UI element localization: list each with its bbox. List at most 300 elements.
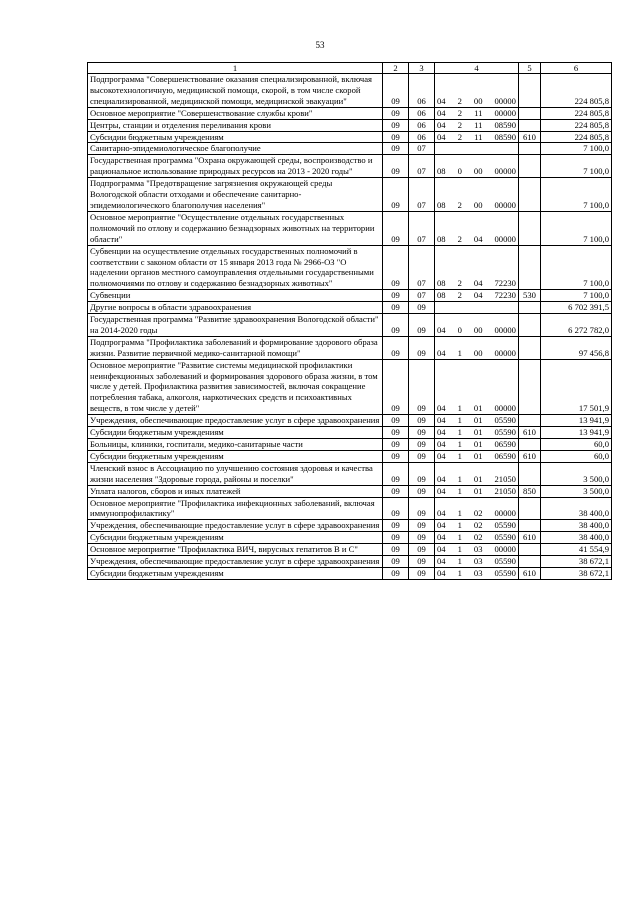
table-row <box>88 211 612 245</box>
table-row <box>88 427 612 439</box>
code-part: 00000 <box>494 199 516 210</box>
target-article-code <box>435 132 518 143</box>
row-name: Основное мероприятие "Осуществление отдельных государственных полномочий по отлову и содержанию безнадзорных животных на территории области" <box>88 211 383 245</box>
table-row <box>88 520 612 532</box>
code-part: 0 <box>457 324 462 335</box>
table-row <box>88 131 612 143</box>
row-target-article <box>435 314 519 337</box>
table-row <box>88 143 612 155</box>
code-part: 02 <box>473 532 483 543</box>
row-target-article <box>435 556 519 568</box>
code-part: 00 <box>473 166 483 177</box>
row-name: Основное мероприятие "Профилактика ВИЧ, вирусных гепатитов В и С" <box>88 544 383 556</box>
row-name: Подпрограмма "Профилактика заболеваний и формирование здорового образа жизни. Развитие первичной медико-санитарной помощи" <box>88 336 383 359</box>
row-expense-type <box>519 497 541 520</box>
code-part: 03 <box>473 567 483 578</box>
row-name: Подпрограмма "Совершенствование оказания специализированной, включая высокотехнологичную, медицинской помощи, скорой, в том числе скорой специализированной, медицинской помощи, медицинской эвакуации" <box>88 74 383 108</box>
row-expense-type <box>519 520 541 532</box>
code-part: 11 <box>474 119 483 130</box>
code-part: 04 <box>437 324 446 335</box>
row-section: 09 <box>383 485 409 497</box>
code-part: 05590 <box>494 415 516 426</box>
code-part: 1 <box>457 347 462 358</box>
code-part: 00000 <box>494 107 516 118</box>
code-part: 2 <box>457 199 462 210</box>
row-name: Больницы, клиники, госпитали, медико-санитарные части <box>88 439 383 451</box>
row-section: 09 <box>383 155 409 178</box>
row-expense-type <box>519 415 541 427</box>
row-subsection: 09 <box>409 450 435 462</box>
code-part: 04 <box>437 107 446 118</box>
code-part: 1 <box>457 403 462 414</box>
row-subsection: 06 <box>409 74 435 108</box>
row-section: 09 <box>383 107 409 119</box>
code-part: 04 <box>437 532 446 543</box>
row-expense-type <box>519 211 541 245</box>
row-expense-type: 610 <box>519 131 541 143</box>
row-section: 09 <box>383 302 409 314</box>
table-row <box>88 155 612 178</box>
row-section: 09 <box>383 131 409 143</box>
row-expense-type <box>519 439 541 451</box>
table-header-row <box>88 63 612 74</box>
table-row <box>88 415 612 427</box>
code-part: 00000 <box>494 403 516 414</box>
code-part: 08 <box>437 166 446 177</box>
target-article-code <box>435 520 518 531</box>
code-part: 00000 <box>494 508 516 519</box>
row-expense-type: 610 <box>519 532 541 544</box>
budget-table <box>87 62 612 580</box>
target-article-code <box>435 427 518 438</box>
row-expense-type <box>519 74 541 108</box>
row-section: 09 <box>383 544 409 556</box>
row-name: Учреждения, обеспечивающие предоставление услуг в сфере здравоохранения <box>88 415 383 427</box>
code-part: 04 <box>437 347 446 358</box>
target-article-code <box>435 532 518 543</box>
row-subsection: 06 <box>409 131 435 143</box>
target-article-code <box>435 508 518 519</box>
code-part: 04 <box>437 544 446 555</box>
row-subsection: 09 <box>409 359 435 415</box>
row-name: Учреждения, обеспечивающие предоставление услуг в сфере здравоохранения <box>88 556 383 568</box>
row-target-article <box>435 107 519 119</box>
code-part: 00000 <box>494 95 516 106</box>
row-expense-type <box>519 314 541 337</box>
row-name: Государственная программа "Охрана окружающей среды, воспроизводство и рациональное использование природных ресурсов на 2013 - 2020 годы" <box>88 155 383 178</box>
table-row <box>88 497 612 520</box>
code-part: 21050 <box>494 485 516 496</box>
row-section: 09 <box>383 556 409 568</box>
code-part: 06590 <box>494 450 516 461</box>
row-amount: 97 456,8 <box>541 336 612 359</box>
code-part: 1 <box>457 556 462 567</box>
row-section: 09 <box>383 462 409 485</box>
row-target-article <box>435 290 519 302</box>
code-part: 05590 <box>494 532 516 543</box>
header-col-1: 1 <box>88 63 383 74</box>
row-section: 09 <box>383 359 409 415</box>
row-expense-type <box>519 544 541 556</box>
target-article-code <box>435 544 518 555</box>
code-part: 04 <box>473 233 483 244</box>
row-subsection: 07 <box>409 211 435 245</box>
row-subsection: 07 <box>409 290 435 302</box>
row-name: Учреждения, обеспечивающие предоставление услуг в сфере здравоохранения <box>88 520 383 532</box>
table-row <box>88 532 612 544</box>
code-part: 01 <box>473 427 483 438</box>
row-amount: 7 100,0 <box>541 290 612 302</box>
row-subsection: 07 <box>409 155 435 178</box>
row-expense-type <box>519 143 541 155</box>
page-number: 53 <box>315 40 325 50</box>
row-subsection: 09 <box>409 415 435 427</box>
code-part: 04 <box>437 439 446 449</box>
row-name: Основное мероприятие "Совершенствование службы крови" <box>88 107 383 119</box>
row-subsection: 07 <box>409 178 435 212</box>
code-part: 05590 <box>494 520 516 531</box>
row-target-article <box>435 450 519 462</box>
row-subsection: 09 <box>409 314 435 337</box>
code-part: 06590 <box>494 439 516 449</box>
row-name: Другие вопросы в области здравоохранения <box>88 302 383 314</box>
row-amount: 41 554,9 <box>541 544 612 556</box>
row-target-article <box>435 131 519 143</box>
row-name: Основное мероприятие "Профилактика инфекционных заболеваний, включая иммунопрофилактику" <box>88 497 383 520</box>
target-article-code <box>435 234 518 245</box>
row-name: Субсидии бюджетным учреждениям <box>88 131 383 143</box>
row-amount: 224 805,8 <box>541 74 612 108</box>
code-part: 08 <box>437 233 446 244</box>
table-row <box>88 107 612 119</box>
row-expense-type <box>519 302 541 314</box>
row-expense-type <box>519 359 541 415</box>
row-section: 09 <box>383 520 409 532</box>
code-part: 1 <box>457 532 462 543</box>
target-article-code <box>435 348 518 359</box>
code-part: 01 <box>473 439 483 449</box>
row-target-article <box>435 485 519 497</box>
code-part: 04 <box>473 290 483 301</box>
code-part: 05590 <box>494 556 516 567</box>
code-part: 04 <box>437 450 446 461</box>
code-part: 04 <box>437 119 446 130</box>
row-expense-type <box>519 556 541 568</box>
target-article-code <box>435 403 518 414</box>
row-section: 09 <box>383 450 409 462</box>
code-part: 01 <box>473 485 483 496</box>
table-row <box>88 439 612 451</box>
code-part: 1 <box>457 439 462 449</box>
code-part: 1 <box>457 485 462 496</box>
table-row <box>88 544 612 556</box>
row-amount: 7 100,0 <box>541 155 612 178</box>
row-expense-type: 610 <box>519 450 541 462</box>
row-subsection: 06 <box>409 107 435 119</box>
row-name: Основное мероприятие "Развитие системы медицинской профилактики неинфекционных заболеваний и формирования здорового образа жизни, в том числе у детей. Профилактика развития зависимостей, включая сокращение потребления табака, алкоголя, наркотических средств и психоактивных веществ, в том числе у детей" <box>88 359 383 415</box>
code-part: 11 <box>474 107 483 118</box>
code-part: 1 <box>457 508 462 519</box>
row-amount: 6 702 391,5 <box>541 302 612 314</box>
row-expense-type: 530 <box>519 290 541 302</box>
row-section: 09 <box>383 439 409 451</box>
row-section: 09 <box>383 290 409 302</box>
code-part: 04 <box>437 520 446 531</box>
header-col-4: 4 <box>435 63 519 74</box>
row-target-article <box>435 178 519 212</box>
code-part: 05590 <box>494 427 516 438</box>
code-part: 1 <box>457 520 462 531</box>
code-part: 08 <box>437 278 446 289</box>
target-article-code <box>435 120 518 131</box>
code-part: 72230 <box>494 290 516 301</box>
row-target-article <box>435 520 519 532</box>
code-part: 08590 <box>494 119 516 130</box>
row-amount: 7 100,0 <box>541 245 612 290</box>
row-amount: 224 805,8 <box>541 107 612 119</box>
code-part: 2 <box>457 119 462 130</box>
target-article-code <box>435 415 518 426</box>
table-row <box>88 314 612 337</box>
code-part: 02 <box>473 520 483 531</box>
code-part: 2 <box>457 290 462 301</box>
row-expense-type <box>519 119 541 131</box>
target-article-code <box>435 486 518 497</box>
code-part: 00 <box>473 95 483 106</box>
row-expense-type <box>519 245 541 290</box>
code-part: 1 <box>457 544 462 555</box>
code-part: 05590 <box>494 567 516 578</box>
row-subsection: 09 <box>409 544 435 556</box>
header-col-6: 6 <box>541 63 612 74</box>
row-name: Субсидии бюджетным учреждениям <box>88 450 383 462</box>
code-part: 00000 <box>494 347 516 358</box>
code-part: 1 <box>457 415 462 426</box>
row-amount: 224 805,8 <box>541 131 612 143</box>
code-part: 00000 <box>494 166 516 177</box>
row-section: 09 <box>383 211 409 245</box>
row-section: 09 <box>383 427 409 439</box>
row-name: Субвенции <box>88 290 383 302</box>
row-section: 09 <box>383 314 409 337</box>
row-name: Центры, станции и отделения переливания крови <box>88 119 383 131</box>
row-expense-type <box>519 178 541 212</box>
code-part: 00000 <box>494 324 516 335</box>
row-target-article <box>435 427 519 439</box>
table-row <box>88 290 612 302</box>
row-target-article <box>435 497 519 520</box>
code-part: 2 <box>457 233 462 244</box>
row-target-article <box>435 544 519 556</box>
header-col-3: 3 <box>409 63 435 74</box>
target-article-code <box>435 439 518 450</box>
row-target-article <box>435 74 519 108</box>
row-target-article <box>435 245 519 290</box>
code-part: 04 <box>437 473 446 484</box>
code-part: 03 <box>473 556 483 567</box>
row-subsection: 09 <box>409 497 435 520</box>
table-row <box>88 359 612 415</box>
row-amount: 13 941,9 <box>541 415 612 427</box>
row-amount: 60,0 <box>541 439 612 451</box>
target-article-code <box>435 556 518 567</box>
row-target-article <box>435 532 519 544</box>
target-article-code <box>435 96 518 107</box>
row-amount: 6 272 782,0 <box>541 314 612 337</box>
target-article-code <box>435 108 518 119</box>
row-expense-type <box>519 107 541 119</box>
table-row <box>88 245 612 290</box>
row-expense-type: 850 <box>519 485 541 497</box>
row-subsection: 09 <box>409 520 435 532</box>
row-subsection: 09 <box>409 427 435 439</box>
table-row <box>88 462 612 485</box>
table-row <box>88 336 612 359</box>
code-part: 03 <box>473 544 483 555</box>
code-part: 08 <box>437 290 446 301</box>
header-col-2: 2 <box>383 63 409 74</box>
code-part: 04 <box>437 485 446 496</box>
code-part: 72230 <box>494 278 516 289</box>
table-row <box>88 74 612 108</box>
target-article-code <box>435 568 518 579</box>
row-amount: 224 805,8 <box>541 119 612 131</box>
row-amount: 38 400,0 <box>541 520 612 532</box>
code-part: 21050 <box>494 473 516 484</box>
row-target-article <box>435 462 519 485</box>
code-part: 00000 <box>494 544 516 555</box>
row-target-article <box>435 119 519 131</box>
row-subsection: 07 <box>409 143 435 155</box>
code-part: 04 <box>437 567 446 578</box>
row-target-article <box>435 302 519 314</box>
code-part: 00 <box>473 324 483 335</box>
row-name: Подпрограмма "Предотвращение загрязнения окружающей среды Вологодской области отходами и обеспечение санитарно-эпидемиологического благополучия населения" <box>88 178 383 212</box>
code-part: 1 <box>457 567 462 578</box>
row-amount: 7 100,0 <box>541 143 612 155</box>
row-subsection: 09 <box>409 556 435 568</box>
code-part: 04 <box>437 508 446 519</box>
table-row <box>88 119 612 131</box>
table-row <box>88 485 612 497</box>
row-section: 09 <box>383 336 409 359</box>
row-amount: 38 400,0 <box>541 532 612 544</box>
row-section: 09 <box>383 567 409 579</box>
row-name: Субвенции на осуществление отдельных государственных полномочий в соответствии с законом области от 15 января 2013 года № 2966-ОЗ "О наделении органов местного самоуправления отдельными государственными полномочиями по отлову и содержанию безнадзорных животных" <box>88 245 383 290</box>
table-row <box>88 178 612 212</box>
row-subsection: 06 <box>409 119 435 131</box>
row-name: Уплата налогов, сборов и иных платежей <box>88 485 383 497</box>
target-article-code <box>435 278 518 289</box>
row-section: 09 <box>383 415 409 427</box>
code-part: 01 <box>473 415 483 426</box>
target-article-code <box>435 200 518 211</box>
code-part: 01 <box>473 450 483 461</box>
target-article-code <box>435 451 518 462</box>
code-part: 0 <box>457 166 462 177</box>
row-name: Государственная программа "Развитие здравоохранения Вологодской области" на 2014-2020 годы <box>88 314 383 337</box>
target-article-code <box>435 290 518 301</box>
code-part: 2 <box>457 95 462 106</box>
row-target-article <box>435 336 519 359</box>
code-part: 08 <box>437 199 446 210</box>
row-amount: 38 400,0 <box>541 497 612 520</box>
row-section: 09 <box>383 532 409 544</box>
row-name: Санитарно-эпидемиологическое благополучие <box>88 143 383 155</box>
code-part: 1 <box>457 450 462 461</box>
code-part: 00 <box>473 347 483 358</box>
row-subsection: 09 <box>409 532 435 544</box>
code-part: 04 <box>437 131 446 142</box>
row-subsection: 09 <box>409 439 435 451</box>
target-article-code <box>435 325 518 336</box>
row-subsection: 09 <box>409 462 435 485</box>
row-subsection: 09 <box>409 302 435 314</box>
row-section: 09 <box>383 178 409 212</box>
row-expense-type <box>519 336 541 359</box>
row-target-article <box>435 439 519 451</box>
code-part: 1 <box>457 473 462 484</box>
code-part: 02 <box>473 508 483 519</box>
row-name: Субсидии бюджетным учреждениям <box>88 532 383 544</box>
row-target-article <box>435 415 519 427</box>
row-section: 09 <box>383 245 409 290</box>
row-target-article <box>435 155 519 178</box>
code-part: 04 <box>437 556 446 567</box>
row-target-article <box>435 567 519 579</box>
row-expense-type <box>519 462 541 485</box>
row-target-article <box>435 143 519 155</box>
row-expense-type <box>519 155 541 178</box>
row-expense-type: 610 <box>519 567 541 579</box>
row-section: 09 <box>383 143 409 155</box>
code-part: 1 <box>457 427 462 438</box>
row-target-article <box>435 359 519 415</box>
row-subsection: 09 <box>409 336 435 359</box>
code-part: 04 <box>473 278 483 289</box>
row-amount: 3 500,0 <box>541 462 612 485</box>
code-part: 04 <box>437 415 446 426</box>
code-part: 11 <box>474 131 483 142</box>
row-target-article <box>435 211 519 245</box>
row-amount: 13 941,9 <box>541 427 612 439</box>
table-row <box>88 450 612 462</box>
code-part: 04 <box>437 95 446 106</box>
table-row <box>88 556 612 568</box>
table-row <box>88 567 612 579</box>
row-subsection: 09 <box>409 485 435 497</box>
row-amount: 38 672,1 <box>541 556 612 568</box>
code-part: 00000 <box>494 233 516 244</box>
row-expense-type: 610 <box>519 427 541 439</box>
row-amount: 60,0 <box>541 450 612 462</box>
row-amount: 7 100,0 <box>541 178 612 212</box>
target-article-code <box>435 166 518 177</box>
row-amount: 3 500,0 <box>541 485 612 497</box>
code-part: 00 <box>473 199 483 210</box>
row-amount: 7 100,0 <box>541 211 612 245</box>
code-part: 2 <box>457 131 462 142</box>
row-section: 09 <box>383 119 409 131</box>
target-article-code <box>435 474 518 485</box>
code-part: 2 <box>457 107 462 118</box>
row-amount: 38 672,1 <box>541 567 612 579</box>
row-name: Членский взнос в Ассоциацию по улучшению состояния здоровья и качества жизни населения "Здоровые города, районы и поселки" <box>88 462 383 485</box>
code-part: 2 <box>457 278 462 289</box>
row-section: 09 <box>383 74 409 108</box>
row-name: Субсидии бюджетным учреждениям <box>88 427 383 439</box>
row-amount: 17 501,9 <box>541 359 612 415</box>
